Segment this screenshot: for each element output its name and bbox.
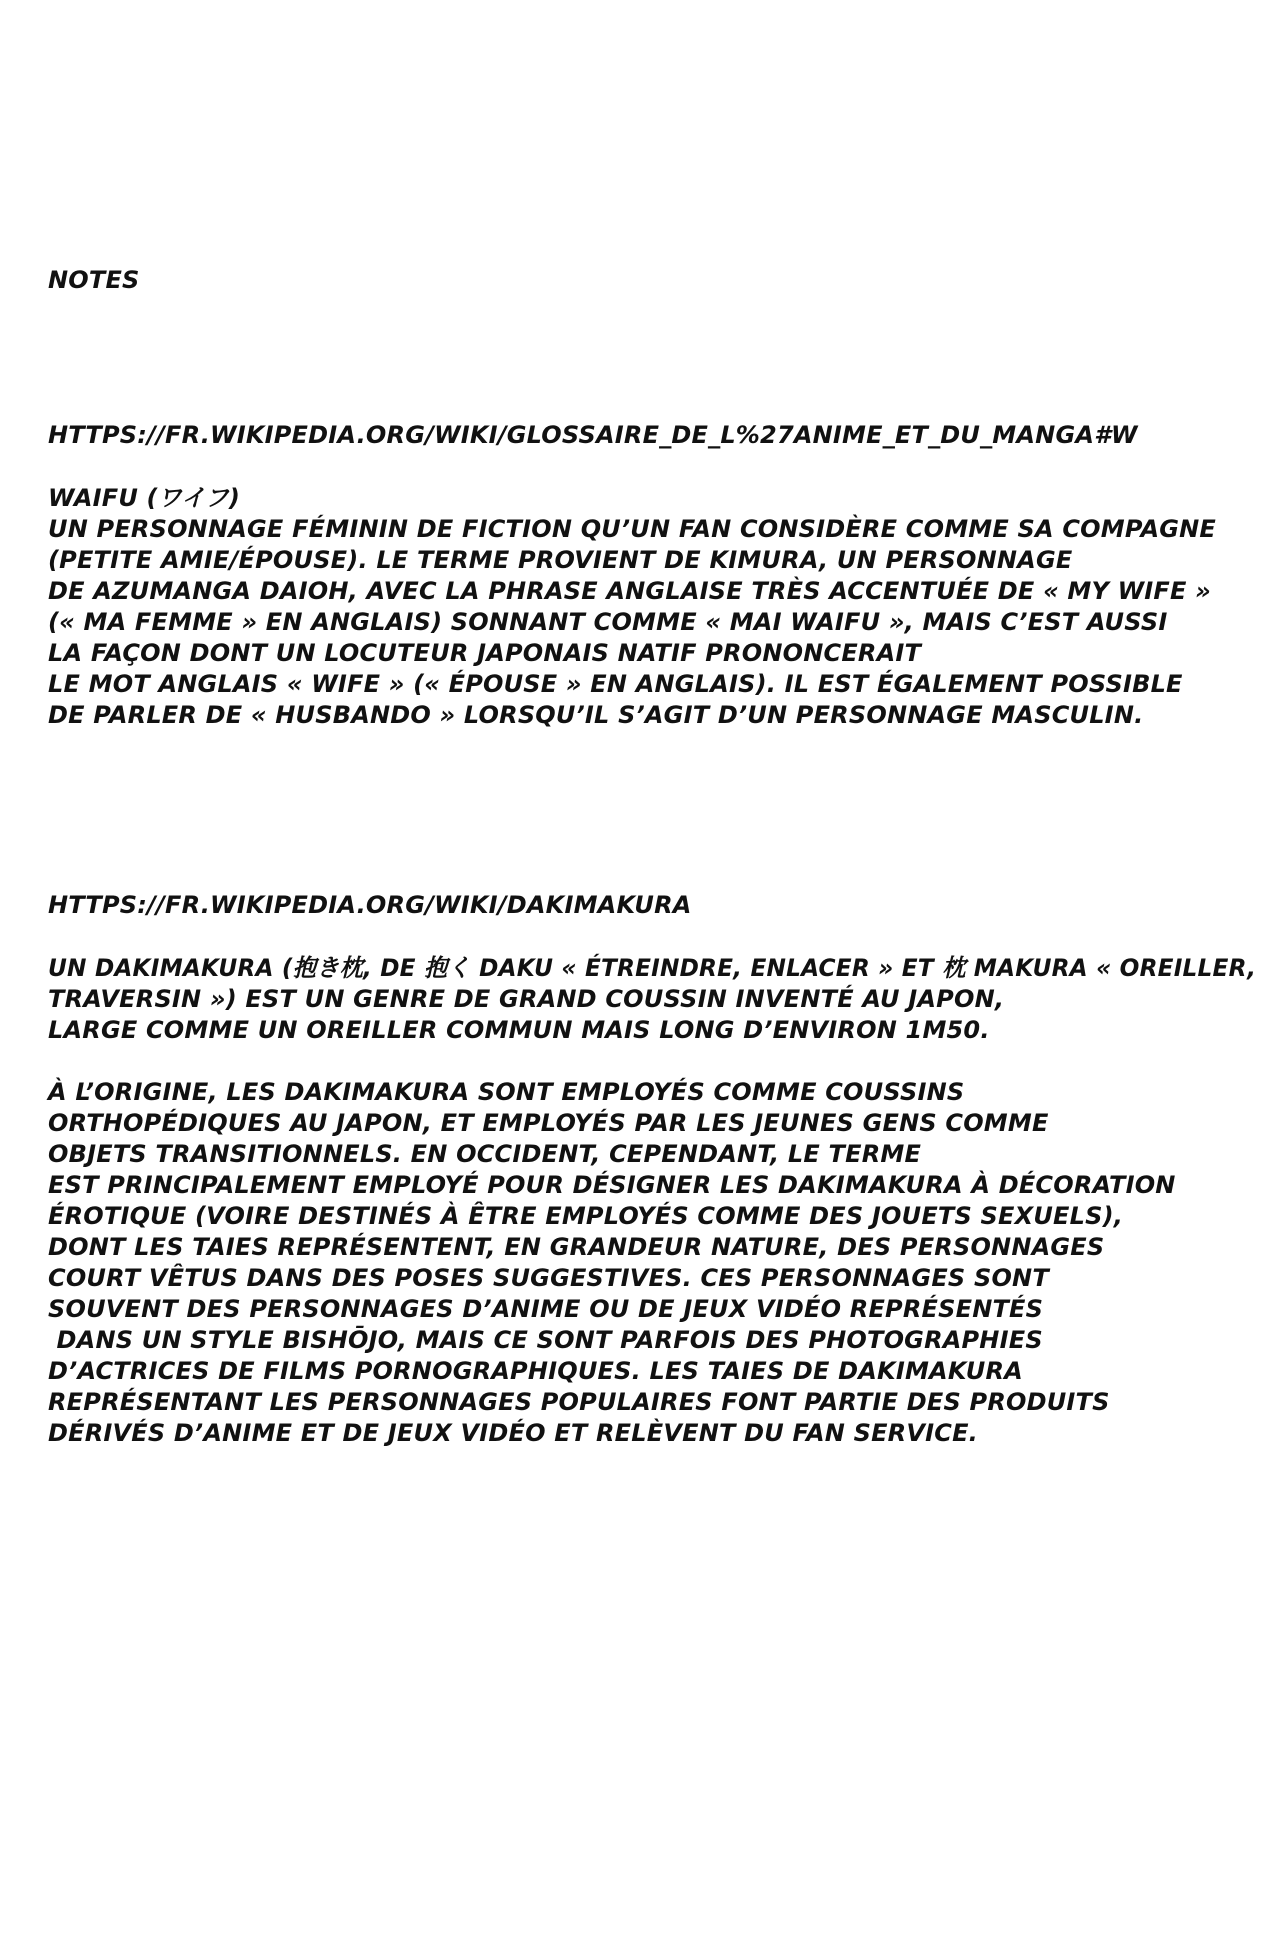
dakimakura-p2-line: REPRÉSENTANT LES PERSONNAGES POPULAIRES FONT PARTIE DES PRODUITS <box>48 1388 1110 1416</box>
waifu-text-line: DE AZUMANGA DAIOH, AVEC LA PHRASE ANGLAISE TRÈS ACCENTUÉE DE « MY WIFE » <box>48 577 1211 605</box>
waifu-text-line: UN PERSONNAGE FÉMININ DE FICTION QU’UN FAN CONSIDÈRE COMME SA COMPAGNE <box>48 515 1216 543</box>
waifu-text-line: (« MA FEMME » EN ANGLAIS) SONNANT COMME « MAI WAIFU », MAIS C’EST AUSSI <box>48 608 1168 636</box>
dakimakura-p2-line: À L’ORIGINE, LES DAKIMAKURA SONT EMPLOYÉS COMME COUSSINS <box>48 1078 965 1106</box>
dakimakura-p2-line: DÉRIVÉS D’ANIME ET DE JEUX VIDÉO ET RELÈVENT DU FAN SERVICE. <box>48 1419 978 1447</box>
waifu-source-url: HTTPS://FR.WIKIPEDIA.ORG/WIKI/GLOSSAIRE_DE_L%27ANIME_ET_DU_MANGA#W <box>48 421 1138 449</box>
dakimakura-p1-line: TRAVERSIN ») EST UN GENRE DE GRAND COUSSIN INVENTÉ AU JAPON, <box>48 985 1005 1013</box>
dakimakura-p2-line: EST PRINCIPALEMENT EMPLOYÉ POUR DÉSIGNER LES DAKIMAKURA À DÉCORATION <box>48 1171 1176 1199</box>
dakimakura-p1-line: LARGE COMME UN OREILLER COMMUN MAIS LONG D’ENVIRON 1M50. <box>48 1016 990 1044</box>
notes-heading: NOTES <box>48 266 140 294</box>
waifu-text-line: (PETITE AMIE/ÉPOUSE). LE TERME PROVIENT DE KIMURA, UN PERSONNAGE <box>48 546 1073 574</box>
dakimakura-p2-line: SOUVENT DES PERSONNAGES D’ANIME OU DE JEUX VIDÉO REPRÉSENTÉS <box>48 1295 1044 1323</box>
dakimakura-p2-line: ORTHOPÉDIQUES AU JAPON, ET EMPLOYÉS PAR LES JEUNES GENS COMME <box>48 1109 1049 1137</box>
dakimakura-p2-line: ÉROTIQUE (VOIRE DESTINÉS À ÊTRE EMPLOYÉS COMME DES JOUETS SEXUELS), <box>48 1202 1124 1230</box>
waifu-text-line: DE PARLER DE « HUSBANDO » LORSQU’IL S’AGIT D’UN PERSONNAGE MASCULIN. <box>48 701 1144 729</box>
dakimakura-p2-line: DANS UN STYLE BISHŌJO, MAIS CE SONT PARFOIS DES PHOTOGRAPHIES <box>48 1326 1043 1354</box>
dakimakura-p2-line: COURT VÊTUS DANS DES POSES SUGGESTIVES. CES PERSONNAGES SONT <box>48 1264 1049 1292</box>
dakimakura-source-url: HTTPS://FR.WIKIPEDIA.ORG/WIKI/DAKIMAKURA <box>48 891 692 919</box>
dakimakura-p2-line: D’ACTRICES DE FILMS PORNOGRAPHIQUES. LES TAIES DE DAKIMAKURA <box>48 1357 1023 1385</box>
dakimakura-p2-line: OBJETS TRANSITIONNELS. EN OCCIDENT, CEPENDANT, LE TERME <box>48 1140 922 1168</box>
dakimakura-p2-line: DONT LES TAIES REPRÉSENTENT, EN GRANDEUR NATURE, DES PERSONNAGES <box>48 1233 1105 1261</box>
waifu-text-line: LA FAÇON DONT UN LOCUTEUR JAPONAIS NATIF PRONONCERAIT <box>48 639 922 667</box>
waifu-text-line: LE MOT ANGLAIS « WIFE » (« ÉPOUSE » EN ANGLAIS). IL EST ÉGALEMENT POSSIBLE <box>48 670 1183 698</box>
dakimakura-p1-line: UN DAKIMAKURA (抱き枕, DE 抱く DAKU « ÉTREINDRE, ENLACER » ET 枕 MAKURA « OREILLER, <box>48 954 1257 982</box>
waifu-term: WAIFU (ワイフ) <box>48 484 241 512</box>
